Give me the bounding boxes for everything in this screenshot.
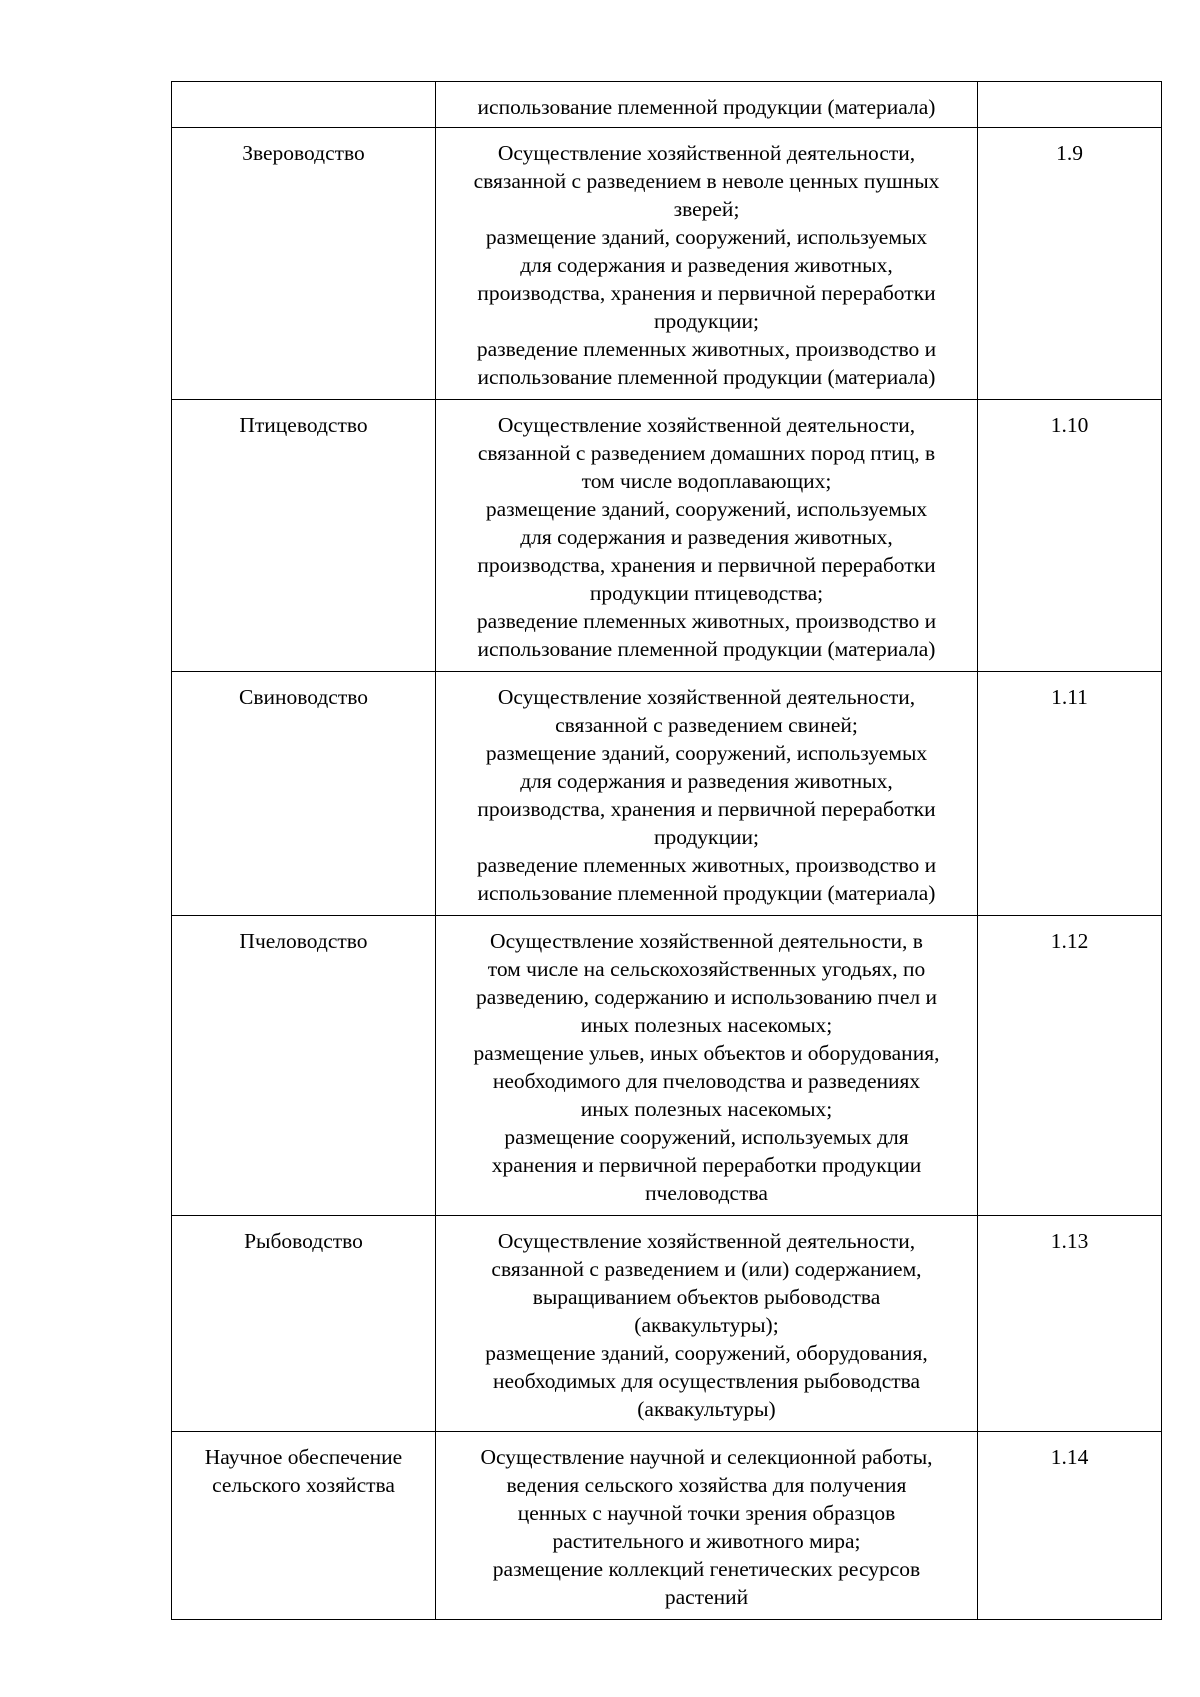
table-row [172, 1216, 1162, 1432]
use-type-description: Осуществление хозяйственной деятельности, связанной с разведением домашних пород птиц, в том числе водоплавающих; размещение зданий, сооружений, используемых для содержания и разведения животных, производства, хранения и первичной переработки продукции птицеводства; разведение племенных животных, производство и использование племенной продукции (материала) [436, 400, 978, 672]
use-type-description: Осуществление хозяйственной деятельности, связанной с разведением и (или) содержанием, выращиванием объектов рыбоводства (аквакультуры); размещение зданий, сооружений, оборудования, необходимых для осуществления рыбоводства (аквакультуры) [436, 1216, 978, 1432]
table-row [172, 1432, 1162, 1620]
land-use-table [171, 81, 1162, 1620]
use-type-code: 1.13 [978, 1216, 1162, 1432]
use-type-name [172, 82, 436, 128]
use-type-code: 1.11 [978, 672, 1162, 916]
use-type-description: Осуществление хозяйственной деятельности, связанной с разведением в неволе ценных пушных зверей; размещение зданий, сооружений, используемых для содержания и разведения животных, производства, хранения и первичной переработки продукции; разведение племенных животных, производство и использование племенной продукции (материала) [436, 128, 978, 400]
use-type-code: 1.10 [978, 400, 1162, 672]
use-type-code: 1.14 [978, 1432, 1162, 1620]
table-row [172, 916, 1162, 1216]
table-row [172, 672, 1162, 916]
use-type-name: Свиноводство [172, 672, 436, 916]
use-type-name: Птицеводство [172, 400, 436, 672]
table-row [172, 128, 1162, 400]
use-type-code: 1.12 [978, 916, 1162, 1216]
use-type-description: использование племенной продукции (материала) [436, 82, 978, 128]
use-type-code [978, 82, 1162, 128]
table-row [172, 400, 1162, 672]
use-type-description: Осуществление хозяйственной деятельности, в том числе на сельскохозяйственных угодьях, по разведению, содержанию и использованию пчел и иных полезных насекомых; размещение ульев, иных объектов и оборудования, необходимого для пчеловодства и разведениях иных полезных насекомых; размещение сооружений, используемых для хранения и первичной переработки продукции пчеловодства [436, 916, 978, 1216]
use-type-description: Осуществление хозяйственной деятельности, связанной с разведением свиней; размещение зданий, сооружений, используемых для содержания и разведения животных, производства, хранения и первичной переработки продукции; разведение племенных животных, производство и использование племенной продукции (материала) [436, 672, 978, 916]
use-type-name: Пчеловодство [172, 916, 436, 1216]
table-row [172, 82, 1162, 128]
use-type-name: Звероводство [172, 128, 436, 400]
use-type-description: Осуществление научной и селекционной работы, ведения сельского хозяйства для получения ценных с научной точки зрения образцов растительного и животного мира; размещение коллекций генетических ресурсов растений [436, 1432, 978, 1620]
use-type-code: 1.9 [978, 128, 1162, 400]
use-type-name: Научное обеспечение сельского хозяйства [172, 1432, 436, 1620]
use-type-name: Рыбоводство [172, 1216, 436, 1432]
